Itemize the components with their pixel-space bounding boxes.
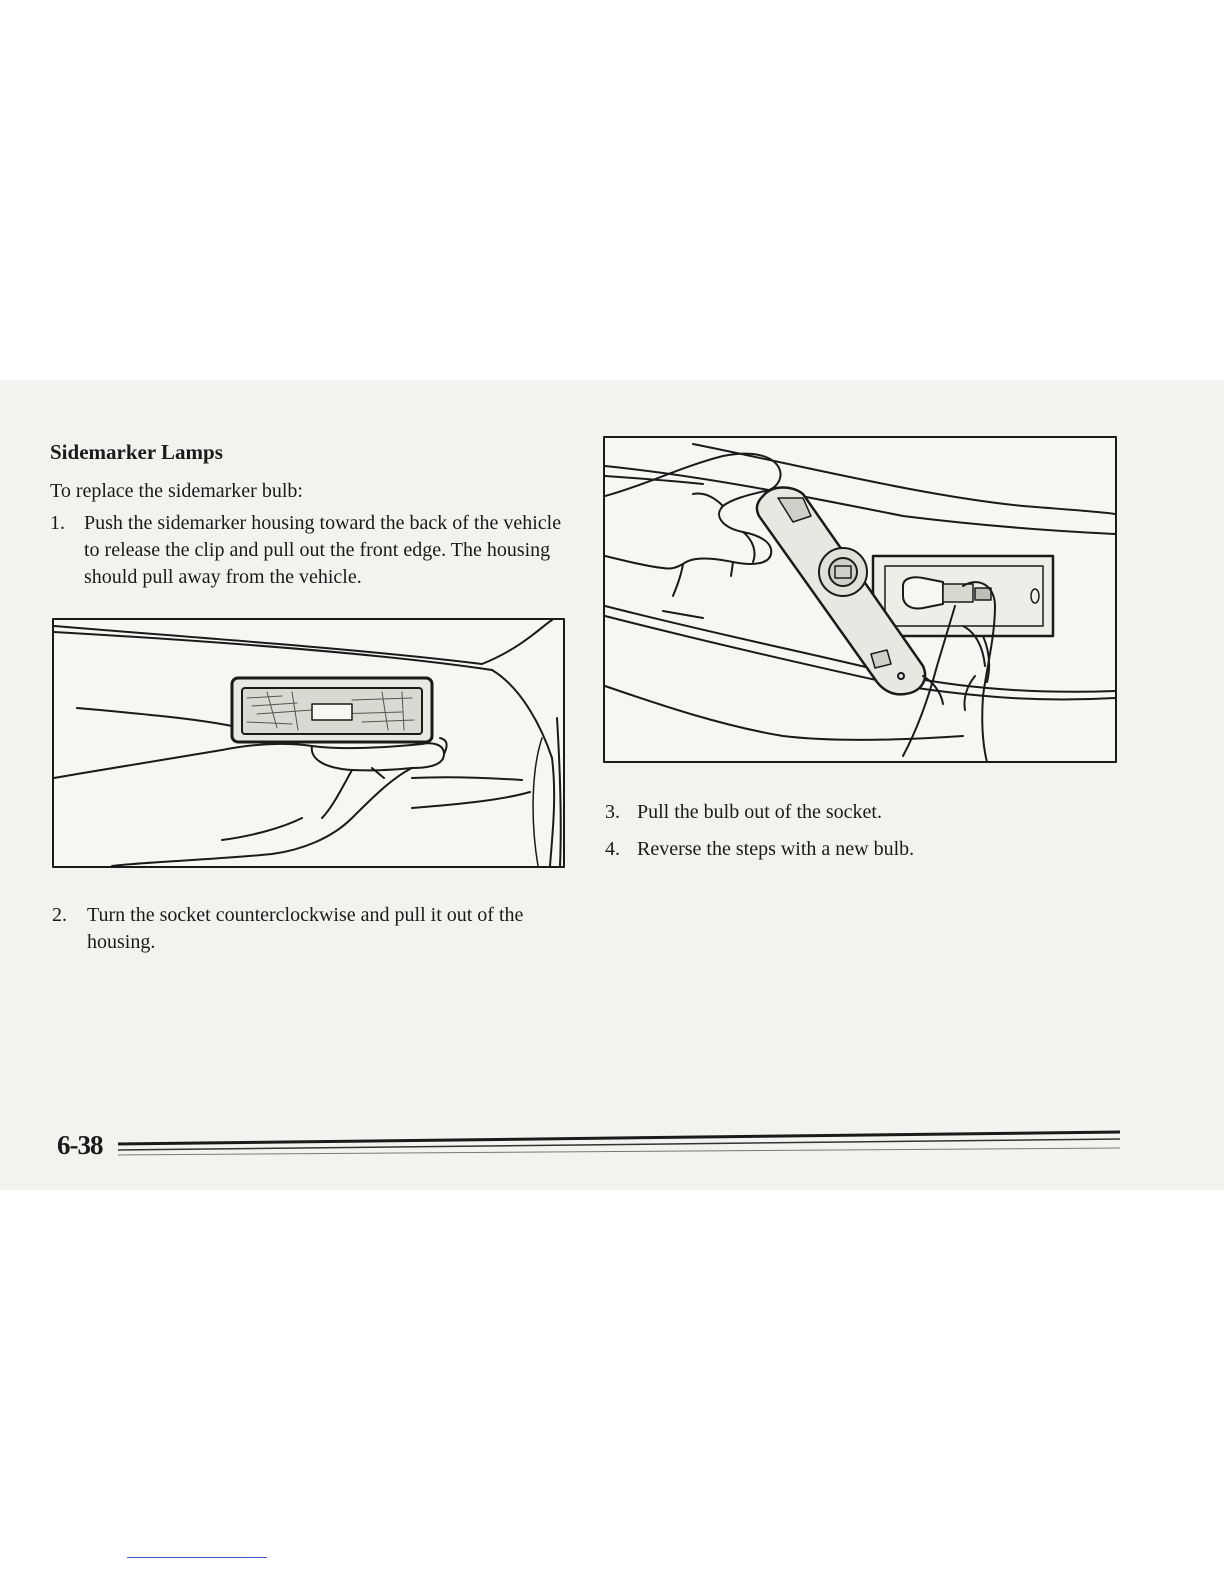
step-1-text: Push the sidemarker housing toward the back of the vehicle to release the clip and pull out the front edge. The housing should pull away from the vehicle. — [84, 512, 562, 588]
step-2-text: Turn the socket counterclockwise and pull it out of the housing. — [87, 904, 524, 953]
page-number: 6-38 — [57, 1130, 103, 1160]
step-4-number: 4. — [605, 838, 620, 860]
section-heading: Sidemarker Lamps — [50, 440, 223, 464]
step-2-number: 2. — [52, 904, 67, 926]
figure-sidemarker-housing — [52, 618, 565, 868]
step-1-number: 1. — [50, 512, 65, 534]
manual-page — [0, 380, 1224, 1190]
step-4-text: Reverse the steps with a new bulb. — [637, 838, 915, 860]
bottom-link-underline — [127, 1557, 267, 1558]
intro-text: To replace the sidemarker bulb: — [50, 480, 303, 502]
step-4 — [605, 836, 1105, 866]
step-3-text: Pull the bulb out of the socket. — [637, 801, 882, 823]
footer-rule — [118, 1126, 1124, 1158]
step-2 — [52, 902, 552, 960]
figure-socket-and-bulb — [603, 436, 1117, 763]
step-1 — [50, 510, 570, 594]
step-3-number: 3. — [605, 801, 620, 823]
step-3 — [605, 799, 1105, 829]
